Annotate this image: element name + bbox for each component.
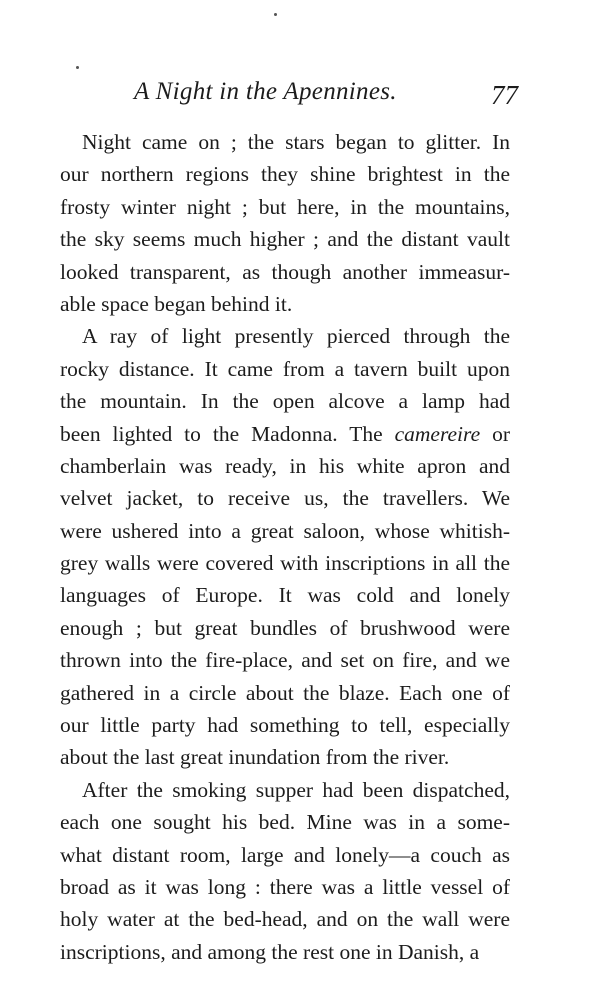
text-line [60,903,510,935]
text-segment: rocky distance. It came from a tavern built upon [60,356,510,381]
paragraph [60,126,510,320]
paragraph [60,320,510,773]
text-segment: or [480,421,510,446]
text-line [60,288,510,320]
text-line [60,515,510,547]
text-segment: thrown into the fire-place, and set on fire, and we [60,648,510,673]
text-segment: languages of Europe. It was cold and lonely [60,583,510,608]
text-line [60,320,510,352]
text-line [60,482,510,514]
text-line [60,839,510,871]
text-segment: the mountain. In the open alcove a lamp had [60,389,510,414]
print-speck [76,66,79,69]
text-line [60,806,510,838]
text-segment: looked transparent, as though another immeasur- [60,259,510,284]
text-segment: velvet jacket, to receive us, the travellers. We [60,486,510,511]
text-segment: what distant room, large and lonely—a couch as [60,842,510,867]
text-line [60,158,510,190]
text-line [60,709,510,741]
text-segment: After the smoking supper had been dispatched, [82,777,510,802]
text-line [60,191,510,223]
text-segment: grey walls were covered with inscriptions in all the [60,551,510,576]
text-line [60,612,510,644]
text-line [60,644,510,676]
text-line [60,385,510,417]
text-segment: our northern regions they shine brightest in the [60,162,510,187]
text-segment: our little party had something to tell, especially [60,713,510,738]
text-segment: able space began behind it. [60,291,293,316]
text-line [60,677,510,709]
text-line [60,871,510,903]
text-segment: inscriptions, and among the rest one in Danish, a [60,939,480,964]
text-line [60,579,510,611]
text-line [60,353,510,385]
text-segment: the sky seems much higher ; and the distant vault [60,227,510,252]
text-line [60,223,510,255]
text-segment: frosty winter night ; but here, in the mountains, [60,194,510,219]
text-line [60,450,510,482]
text-segment: about the last great inundation from the river. [60,745,450,770]
text-segment: holy water at the bed-head, and on the wall were [60,907,510,932]
text-segment: were ushered into a great saloon, whose whitish- [60,518,510,543]
text-segment: enough ; but great bundles of brushwood were [60,615,510,640]
text-segment: gathered in a circle about the blaze. Each one of [60,680,510,705]
text-segment: broad as it was long : there was a little vessel of [60,874,510,899]
text-line [60,126,510,158]
paragraph [60,774,510,968]
text-line [60,936,510,968]
text-segment: Night came on ; the stars began to glitter. In [82,130,510,154]
body-text [60,126,510,968]
text-line [60,774,510,806]
text-line [60,256,510,288]
page-number: 77 [491,80,518,110]
page-header [88,78,518,118]
text-segment: each one sought his bed. Mine was in a some- [60,810,510,835]
print-speck [274,13,277,16]
text-line [60,547,510,579]
running-title: A Night in the Apennines. [134,78,397,105]
text-segment: been lighted to the Madonna. The [60,421,395,446]
text-line [60,418,510,450]
italic-word: camereire [394,421,481,446]
text-segment: chamberlain was ready, in his white apron and [60,453,510,478]
text-line [60,741,510,773]
text-segment: A ray of light presently pierced through the [82,324,510,349]
